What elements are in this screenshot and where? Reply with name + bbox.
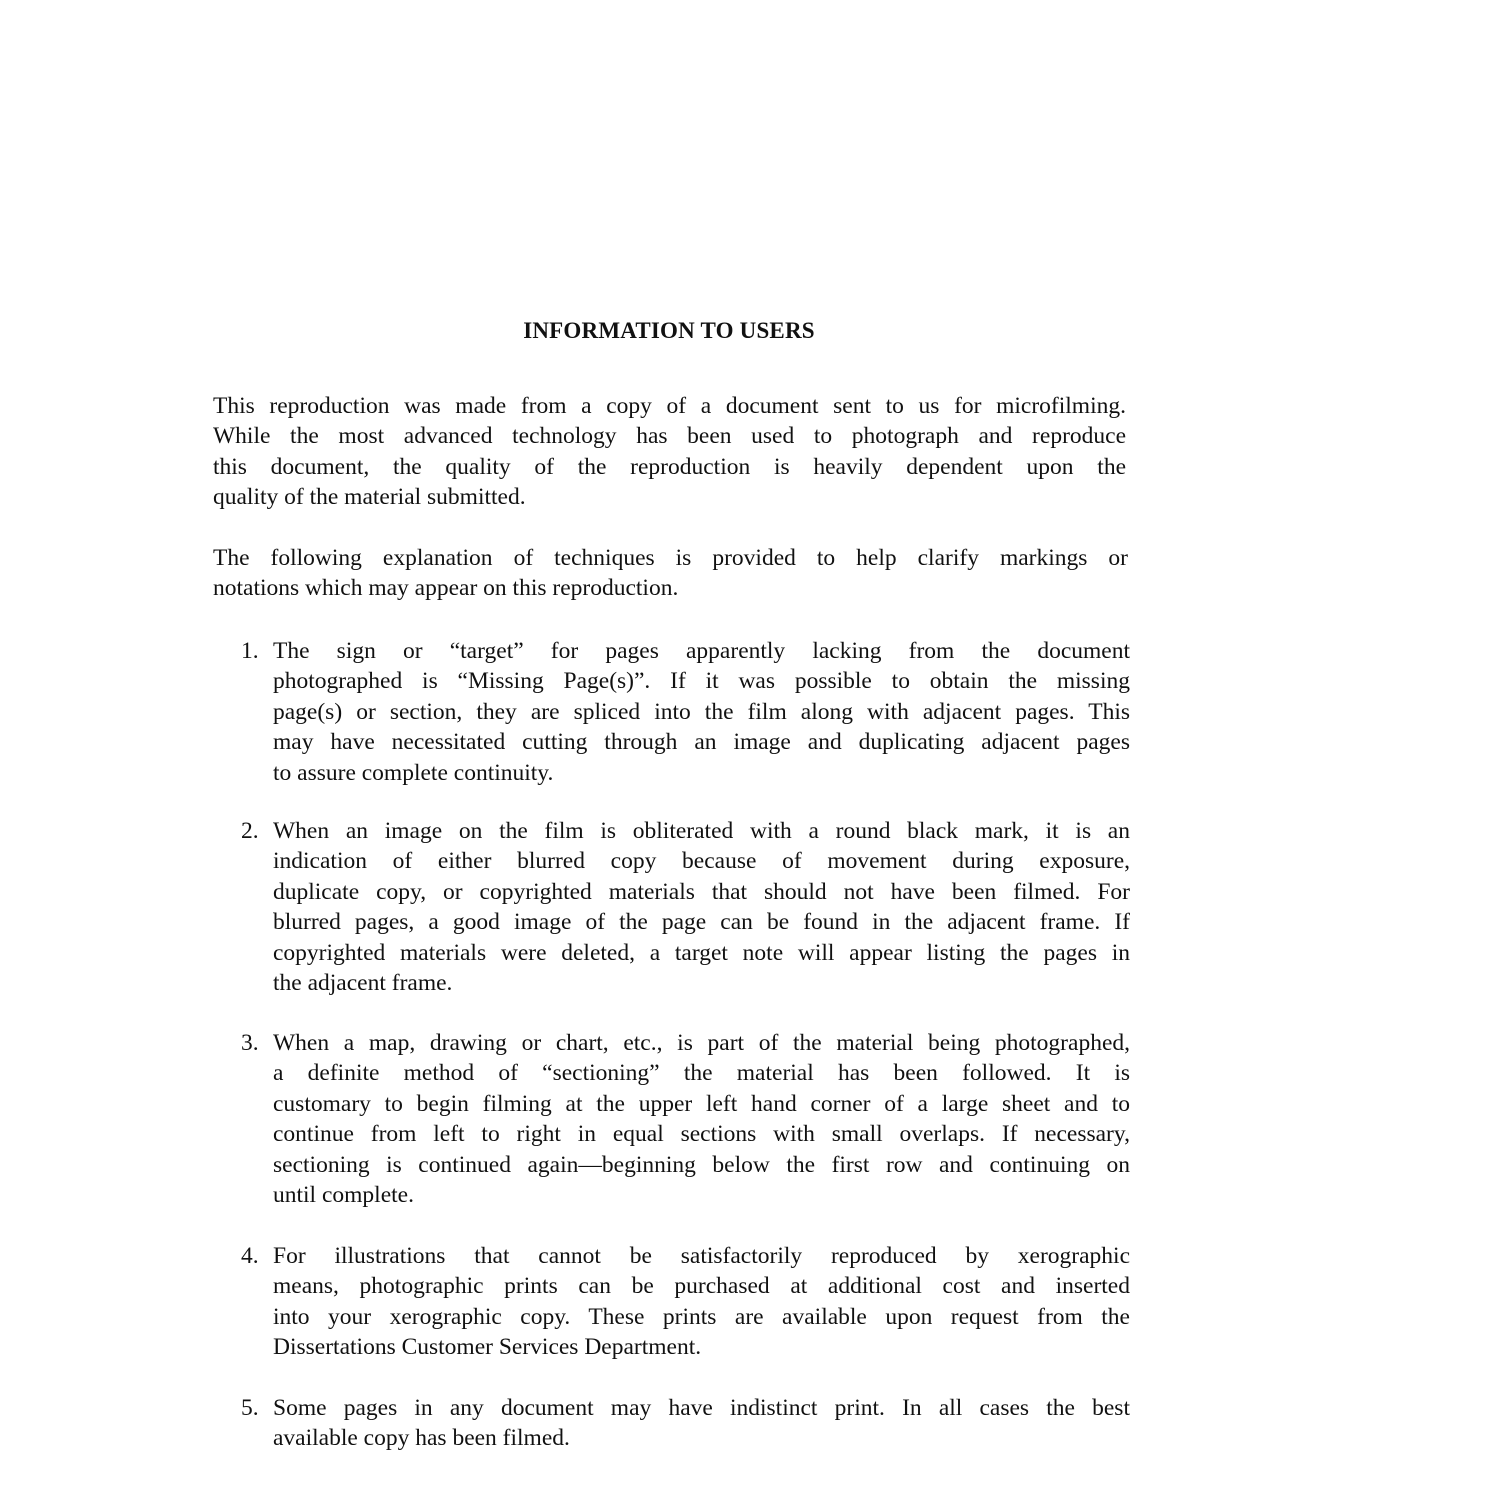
text-line: this document, the quality of the reproduction is heavily dependent upon the <box>213 453 1126 480</box>
document-title: INFORMATION TO USERS <box>523 318 815 343</box>
text-line: to assure complete continuity. <box>273 759 554 786</box>
text-line: notations which may appear on this reproduction. <box>213 575 679 602</box>
list-item-number: 5. <box>241 1395 259 1421</box>
text-line: a definite method of “sectioning” the material has been followed. It is <box>273 1060 1130 1087</box>
list-item <box>241 816 1130 998</box>
text-line: For illustrations that cannot be satisfactorily reproduced by xerographic <box>273 1243 1130 1269</box>
list-item-number: 4. <box>241 1243 259 1269</box>
text-line: into your xerographic copy. These prints are available upon request from the <box>273 1303 1130 1330</box>
text-line: available copy has been filmed. <box>273 1425 570 1452</box>
text-line: customary to begin filming at the upper left hand corner of a large sheet and to <box>273 1090 1130 1117</box>
text-line: blurred pages, a good image of the page can be found in the adjacent frame. If <box>273 909 1130 936</box>
text-line: Some pages in any document may have indistinct print. In all cases the best <box>273 1395 1130 1421</box>
paragraph <box>213 543 1128 604</box>
text-line: This reproduction was made from a copy of a document sent to us for microfilming. <box>213 393 1126 419</box>
paragraph <box>213 391 1126 513</box>
text-line: duplicate copy, or copyrighted materials that should not have been filmed. For <box>273 878 1130 905</box>
list-item <box>241 636 1130 788</box>
text-line: When a map, drawing or chart, etc., is part of the material being photographed, <box>273 1030 1130 1056</box>
text-line: page(s) or section, they are spliced into the film along with adjacent pages. This <box>273 698 1130 725</box>
text-line: The sign or “target” for pages apparently lacking from the document <box>273 638 1130 664</box>
text-line: While the most advanced technology has been used to photograph and reproduce <box>213 423 1126 450</box>
text-line: indication of either blurred copy because of movement during exposure, <box>273 848 1130 875</box>
text-line: continue from left to right in equal sections with small overlaps. If necessary, <box>273 1121 1130 1148</box>
list-item-number: 1. <box>241 638 259 664</box>
text-line: the adjacent frame. <box>273 970 453 997</box>
text-line: may have necessitated cutting through an image and duplicating adjacent pages <box>273 729 1130 756</box>
text-line: quality of the material submitted. <box>213 484 526 511</box>
text-line: The following explanation of techniques is provided to help clarify markings or <box>213 545 1128 571</box>
list-item <box>241 1241 1130 1363</box>
text-line: photographed is “Missing Page(s)”. If it was possible to obtain the missing <box>273 668 1130 695</box>
list-item-number: 2. <box>241 818 259 844</box>
text-line: When an image on the film is obliterated with a round black mark, it is an <box>273 818 1130 844</box>
text-line: until complete. <box>273 1182 414 1209</box>
text-line: means, photographic prints can be purchased at additional cost and inserted <box>273 1273 1130 1300</box>
list-item <box>241 1393 1130 1454</box>
text-line: sectioning is continued again—beginning below the first row and continuing on <box>273 1151 1130 1178</box>
list-item-number: 3. <box>241 1030 259 1056</box>
text-line: Dissertations Customer Services Department. <box>273 1334 702 1361</box>
text-line: copyrighted materials were deleted, a target note will appear listing the pages in <box>273 939 1130 966</box>
list-item <box>241 1028 1130 1210</box>
